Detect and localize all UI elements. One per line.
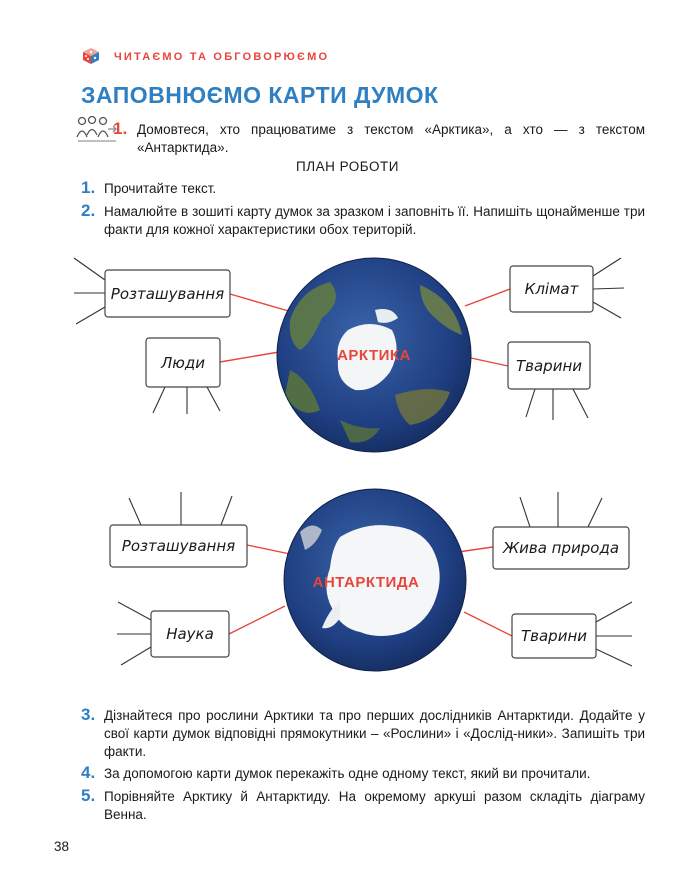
step-2-number: 2. xyxy=(81,201,96,220)
antarctic-box-animals-label: Тварини xyxy=(520,627,588,645)
task-1-text: Домовтеся, хто працюватиме з текстом «Арктика», а хто — з текстом «Антарктида». xyxy=(137,122,645,155)
antarctic-box-location-label: Розташування xyxy=(121,537,236,555)
step-4-text: За допомогою карти думок перекажіть одне одному текст, який ви прочитали. xyxy=(104,766,591,781)
antarctic-globe-label: АНТАРКТИДА xyxy=(312,574,420,591)
plan-title: ПЛАН РОБОТИ xyxy=(296,159,399,174)
step-2-text: Намалюйте в зошиті карту думок за зразком і заповніть її. Напишіть щонайменше три факти для кожної характеристики обох територій. xyxy=(104,204,645,237)
step-3-number: 3. xyxy=(81,705,96,724)
arctic-box-location-label: Розташування xyxy=(110,285,225,303)
page-title: ЗАПОВНЮЄМО КАРТИ ДУМОК xyxy=(81,82,439,108)
section-label: ЧИТАЄМО ТА ОБГОВОРЮЄМО xyxy=(114,51,330,63)
antarctic-box-wildlife-label: Жива природа xyxy=(502,539,620,557)
antarctic-box-science-label: Наука xyxy=(166,625,214,643)
step-5-text: Порівняйте Арктику й Антарктиду. На окремому аркуші разом складіть діаграму Венна. xyxy=(104,789,645,822)
step-4-number: 4. xyxy=(81,763,96,782)
arctic-box-people-label: Люди xyxy=(160,354,206,372)
arctic-box-animals-label: Тварини xyxy=(515,357,583,375)
step-1-number: 1. xyxy=(81,178,96,197)
step-1-text: Прочитайте текст. xyxy=(104,181,217,196)
page-number: 38 xyxy=(54,839,70,854)
arctic-box-climate-label: Клімат xyxy=(524,280,579,298)
step-5-number: 5. xyxy=(81,786,96,805)
task-1-number: 1. xyxy=(113,119,128,138)
step-3-text: Дізнайтеся про рослини Арктики та про перших дослідників Антарктиди. Додайте у свої карти думок відповідні прямокутники – «Рослини» і «Дослід-ники». Запишіть три факти. xyxy=(104,708,645,759)
arctic-globe-label: АРКТИКА xyxy=(337,347,411,364)
